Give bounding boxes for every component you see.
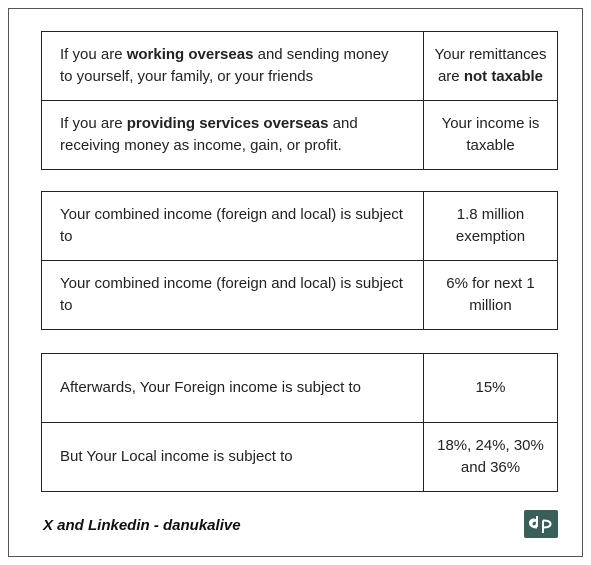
result-cell: Your remittances are not taxable: [424, 32, 558, 101]
dp-logo-glyph-icon: [528, 514, 554, 534]
table-row: [42, 32, 558, 101]
footer-credit: X and Linkedin - danukalive: [43, 517, 241, 534]
result-cell: Your income is taxable: [424, 101, 558, 170]
result-cell: 15%: [424, 354, 558, 423]
condition-cell: Your combined income (foreign and local) is subject to: [42, 261, 424, 330]
table-row: [42, 192, 558, 261]
combined-income-table: [41, 191, 558, 330]
condition-cell: If you are providing services overseas and receiving money as income, gain, or profit.: [42, 101, 424, 170]
condition-cell: Afterwards, Your Foreign income is subject to: [42, 354, 424, 423]
result-cell: 6% for next 1 million: [424, 261, 558, 330]
result-cell: 18%, 24%, 30% and 36%: [424, 423, 558, 492]
table-row: [42, 423, 558, 492]
remittance-table: [41, 31, 558, 170]
dp-logo-icon: [524, 510, 558, 538]
table-row: [42, 101, 558, 170]
table-row: [42, 354, 558, 423]
infographic-frame: [8, 8, 583, 557]
result-cell: 1.8 million exemption: [424, 192, 558, 261]
table-row: [42, 261, 558, 330]
condition-cell: Your combined income (foreign and local) is subject to: [42, 192, 424, 261]
condition-cell: If you are working overseas and sending money to yourself, your family, or your friends: [42, 32, 424, 101]
tax-rate-table: [41, 353, 558, 492]
condition-cell: But Your Local income is subject to: [42, 423, 424, 492]
